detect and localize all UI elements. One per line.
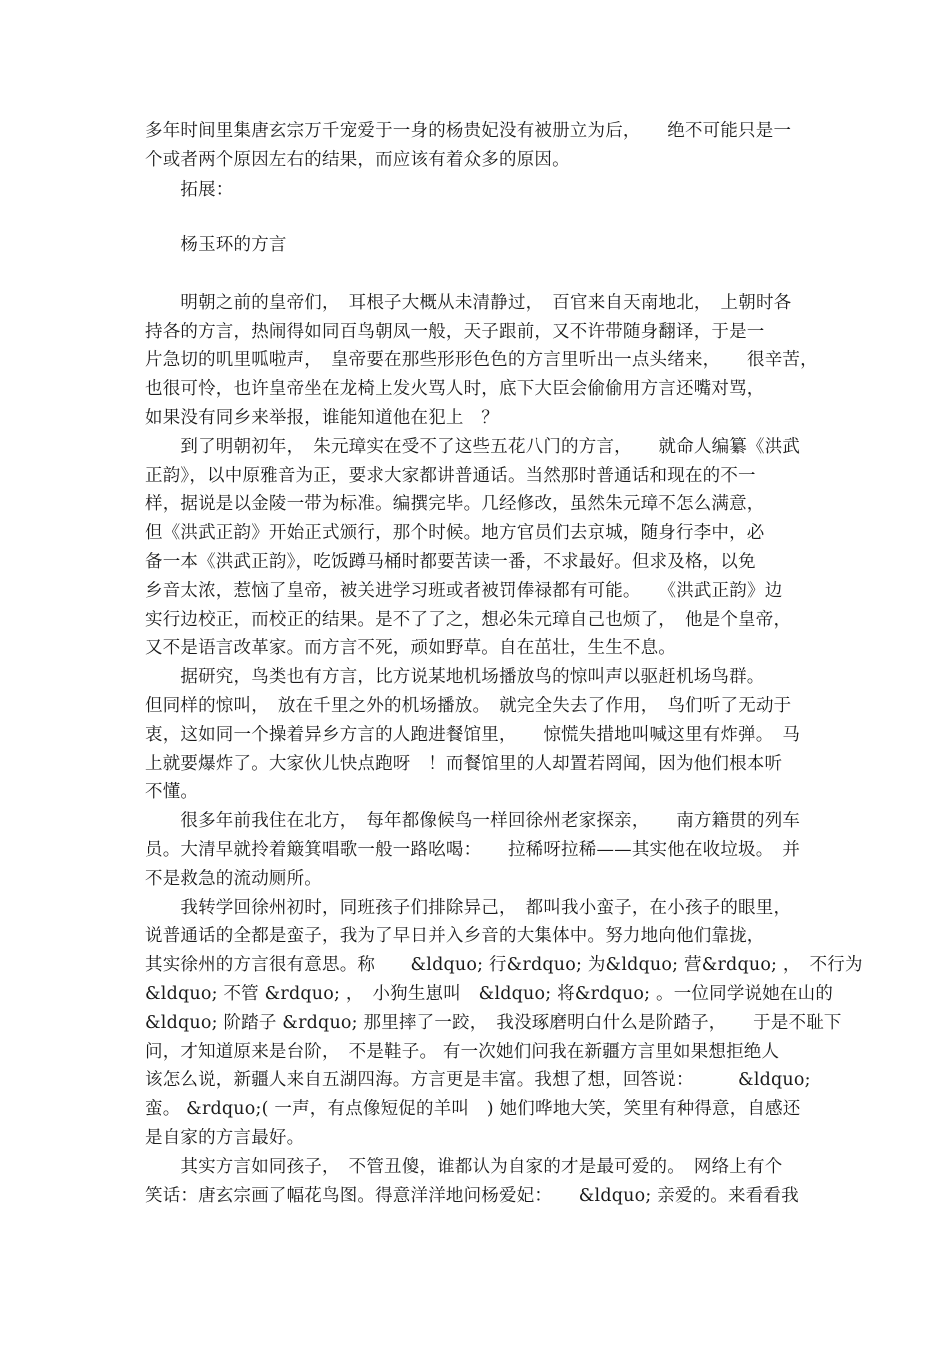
text-line: 问，才知道原来是台阶， 不是鞋子。 有一次她们问我在新疆方言里如果想拒绝人 (145, 1042, 780, 1062)
text-line: 不懂。 (145, 782, 199, 802)
text-line: 乡音太浓，惹恼了皇帝，被关进学习班或者被罚俸禄都有可能。 《洪武正韵》边 (145, 581, 783, 601)
text-line: 衷，这如同一个操着异乡方言的人跑进餐馆里， 惊慌失措地叫喊这里有炸弹。 马 (145, 725, 801, 745)
text-line: 上就要爆炸了。大家伙儿快点跑呀 ！而餐馆里的人却置若罔闻，因为他们根本听 (145, 754, 783, 774)
text-line: 员。大清早就拎着簸箕唱歌一般一路吆喝： 拉稀呀拉稀——其实他在收垃圾。 并 (145, 840, 801, 860)
text-line: 备一本《洪武正韵》，吃饭蹲马桶时都要苦读一番，不求最好。但求及格，以免 (145, 552, 756, 572)
text-line: 实行边校正，而校正的结果。是不了了之，想必朱元璋自己也烦了， 他是个皇帝， (145, 610, 792, 630)
text-line: 片急切的叽里呱啦声， 皇帝要在那些形形色色的方言里听出一点头绪来， 很辛苦， (145, 350, 818, 370)
text-line: 拓展： (145, 180, 234, 200)
text-line: 蛮。 &rdquo;( 一声，有点像短促的羊叫 ) 她们哗地大笑，笑里有种得意，自感还 (145, 1099, 801, 1119)
text-line: 如果没有同乡来举报，谁能知道他在犯上 ？ (145, 408, 499, 428)
section-heading: 杨玉环的方言 (145, 235, 287, 255)
text-line: 我转学回徐州初时，同班孩子们排除异己， 都叫我小蛮子，在小孩子的眼里， (145, 898, 792, 918)
text-line: 样，据说是以金陵一带为标准。编撰完毕。几经修改，虽然朱元璋不怎么满意， (145, 494, 765, 514)
text-line: 持各的方言，热闹得如同百鸟朝凤一般，天子跟前，又不许带随身翻译，于是一 (145, 322, 765, 342)
text-line: 也很可怜，也许皇帝坐在龙椅上发火骂人时，底下大臣会偷偷用方言还嘴对骂， (145, 379, 765, 399)
text-line: 到了明朝初年， 朱元璋实在受不了这些五花八门的方言， 就命人编纂《洪武 (145, 437, 801, 457)
text-line: 不是救急的流动厕所。 (145, 869, 322, 889)
text-line: 说普通话的全都是蛮子，我为了早日并入乡音的大集体中。努力地向他们靠拢， (145, 926, 765, 946)
text-line: 明朝之前的皇帝们， 耳根子大概从未清静过， 百官来自天南地北， 上朝时各 (145, 293, 792, 313)
text-line: 但同样的惊叫， 放在千里之外的机场播放。 就完全失去了作用， 鸟们听了无动于 (145, 696, 792, 716)
text-line: &ldquo; 不管 &rdquo; ， 小狗生崽叫 &ldquo; 将&rdquo; 。一位同学说她在山的 (145, 984, 834, 1004)
text-line: 其实方言如同孩子， 不管丑傻，谁都认为自家的才是最可爱的。 网络上有个 (145, 1157, 783, 1177)
text-line: 多年时间里集唐玄宗万千宠爱于一身的杨贵妃没有被册立为后， 绝不可能只是一 (145, 121, 792, 141)
text-line: 但《洪武正韵》开始正式颁行，那个时候。地方官员们去京城，随身行李中，必 (145, 523, 765, 543)
text-line: 该怎么说，新疆人来自五湖四海。方言更是丰富。我想了想，回答说： &ldquo; (145, 1070, 811, 1090)
text-line: &ldquo; 阶踏子 &rdquo; 那里摔了一跤， 我没琢磨明白什么是阶踏子， 于是不耻下 (145, 1013, 842, 1033)
text-line: 正韵》，以中原雅音为正，要求大家都讲普通话。当然那时普通话和现在的不一 (145, 466, 756, 486)
text-line: 很多年前我住在北方， 每年都像候鸟一样回徐州老家探亲， 南方籍贯的列车 (145, 811, 801, 831)
text-line: 个或者两个原因左右的结果，而应该有着众多的原因。 (145, 150, 570, 170)
text-line: 又不是语言改革家。而方言不死，顽如野草。自在茁壮，生生不息。 (145, 638, 676, 658)
text-line: 是自家的方言最好。 (145, 1128, 305, 1148)
text-line: 笑话：唐玄宗画了幅花鸟图。得意洋洋地问杨爱妃： &ldquo; 亲爱的。来看看我 (145, 1186, 799, 1206)
text-line: 据研究，鸟类也有方言，比方说某地机场播放鸟的惊叫声以驱赶机场鸟群。 (145, 667, 765, 687)
text-line: 其实徐州的方言很有意思。称 &ldquo; 行&rdquo; 为&ldquo; 营&rdquo; ， 不行为 (145, 955, 863, 975)
